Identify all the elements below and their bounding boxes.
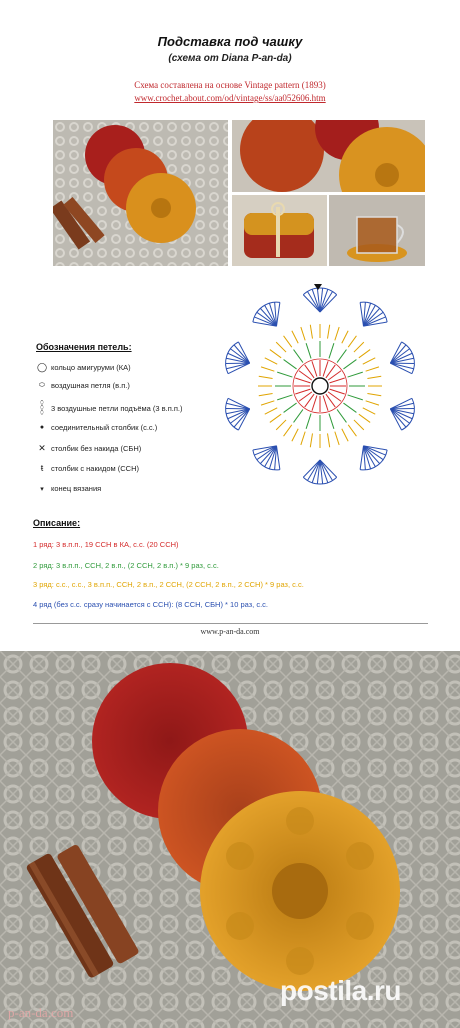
divider <box>33 623 428 624</box>
row-1 <box>33 540 179 549</box>
row-4 <box>33 600 268 609</box>
legend-item-turning-chain <box>36 401 183 416</box>
photo-main-drawing <box>53 120 228 266</box>
oval-icon: ⬭ <box>39 381 45 389</box>
photo-stack <box>232 195 327 266</box>
legend-label: кольцо амигуруми (КА) <box>51 363 131 372</box>
dot-icon: ● <box>39 424 45 431</box>
source-link[interactable]: www.crochet.about.com/od/vintage/ss/aa052606.htm <box>134 93 326 103</box>
end-icon: ▾ <box>40 485 44 493</box>
row-label: 4 ряд (без с.с. сразу начинается с ССН): <box>33 600 174 609</box>
legend-item-dc <box>36 463 139 473</box>
legend-label: столбик без накида (СБН) <box>51 444 142 453</box>
legend-item-slip-stitch <box>36 423 157 432</box>
page-title: Подставка под чашку <box>157 34 303 49</box>
row-label: 1 ряд: <box>33 540 54 549</box>
legend-item-sc <box>36 443 141 454</box>
legend-item-end <box>36 484 101 493</box>
photo-large-drawing <box>0 651 460 1028</box>
row-text: 3 в.п.п., 19 ССН в КА, с.с. (20 ССН) <box>55 540 179 549</box>
crochet-diagram <box>221 283 431 493</box>
photo-cup <box>329 195 425 266</box>
legend-title: Обозначения петель: <box>36 342 132 352</box>
photo-top-right-drawing <box>232 120 425 192</box>
x-icon: ✕ <box>38 443 46 453</box>
legend-label: конец вязания <box>51 484 102 493</box>
row-2 <box>33 561 219 570</box>
page-subtitle: (схема от Diana P-an-da) <box>168 53 292 64</box>
photo-cup-drawing <box>329 195 425 266</box>
description-title: Описание: <box>33 518 81 528</box>
site-watermark: p-an-da.com <box>8 1005 74 1020</box>
legend-label: воздушная петля (в.п.) <box>51 381 130 390</box>
legend-label: соединительный столбик (с.с.) <box>51 423 158 432</box>
legend-label: столбик с накидом (ССН) <box>51 463 139 473</box>
row-text: с.с., с.с., 3 в.п.п., ССН, 2 в.п., 2 ССН, (2 ССН, 2 в.п., 2 ССН) * 9 раз, с.с. <box>55 580 304 589</box>
triple-oval-icon: ⬯ ⬯ ⬯ <box>40 400 44 416</box>
source-line: Схема составлена на основе Vintage pattern (1893) <box>134 80 326 90</box>
legend-item-ring <box>36 362 131 373</box>
t-icon: ŧ <box>40 463 44 473</box>
photo-stack-drawing <box>232 195 327 266</box>
photo-large <box>0 651 460 1028</box>
row-text: (8 ССН, СБН) * 10 раз, с.с. <box>175 600 269 609</box>
row-label: 2 ряд: <box>33 561 54 570</box>
row-label: 3 ряд: <box>33 580 54 589</box>
legend-item-chain <box>36 381 130 390</box>
row-3 <box>33 580 304 589</box>
legend-label: 3 воздушные петли подъёма (3 в.п.п.) <box>51 404 183 413</box>
brand-watermark: postila.ru <box>280 975 402 1006</box>
row-text: 3 в.п.п., ССН, 2 в.п., (2 ССН, 2 в.п.) * 9 раз, с.с. <box>55 561 219 570</box>
photo-main <box>53 120 228 266</box>
ring-icon: ◯ <box>36 362 48 372</box>
footer-site[interactable]: www.p-an-da.com <box>200 627 260 636</box>
photo-top-right <box>232 120 425 192</box>
